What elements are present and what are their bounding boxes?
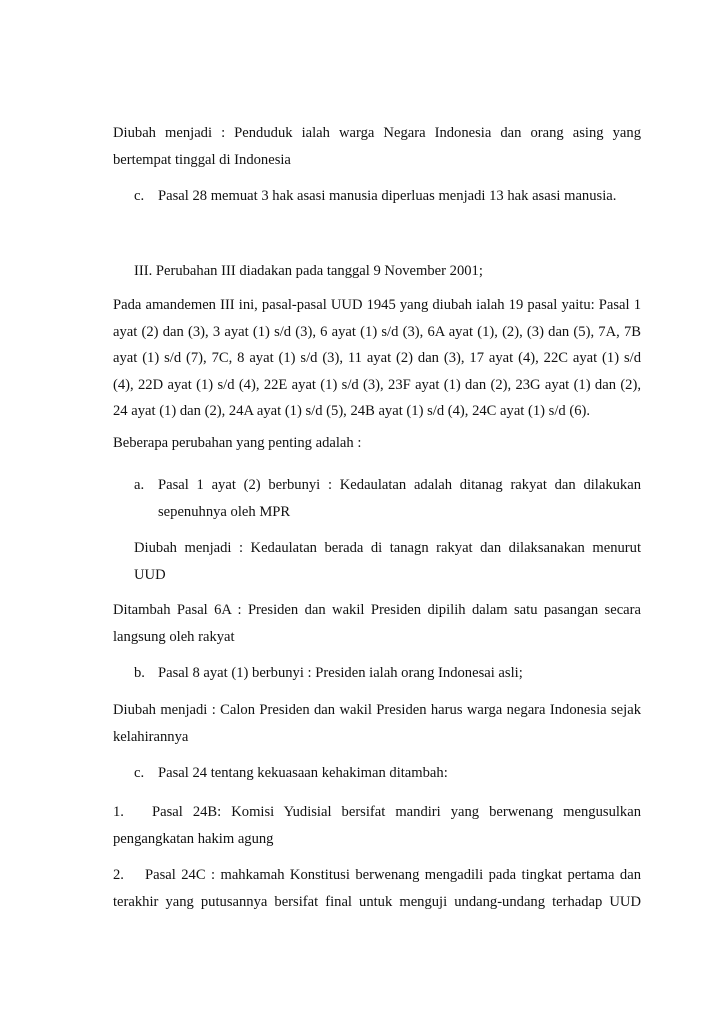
list-marker-b: b.: [134, 665, 145, 681]
section-heading-perubahan-iii: [134, 258, 641, 285]
list-item-pasal-28: [158, 183, 641, 210]
list-item-pasal-1: [158, 472, 641, 525]
paragraph-beberapa-perubahan: [113, 430, 641, 457]
text-line: Pasal 24B: Komisi Yudisial bersifat mandiri yang berwenang mengusulkan: [152, 804, 641, 820]
list-item-pasal-8: [158, 660, 641, 687]
text-line: langsung oleh rakyat: [113, 628, 235, 645]
text-line: Diubah menjadi : Kedaulatan berada di tanagn rakyat dan dilaksanakan menurut: [134, 540, 641, 556]
text-line: Pasal 28 memuat 3 hak asasi manusia diperluas menjadi 13 hak asasi manusia.: [158, 188, 617, 204]
list-item-pasal-24b: [113, 799, 641, 852]
list-marker-c: c.: [134, 765, 145, 781]
text-line: terakhir yang putusannya bersifat final untuk menguji undang-undang terhadap UUD: [113, 893, 641, 910]
paragraph-diubah-calon-presiden: [113, 697, 641, 750]
paragraph-diubah-penduduk: [113, 120, 641, 173]
text-line: Pada amandemen III ini, pasal-pasal UUD 1945 yang diubah ialah 19 pasal yaitu: Pasal 1: [113, 297, 641, 313]
text-line: ayat (1) s/d (7), 7C, 8 ayat (1) s/d (3), 11 ayat (2) dan (3), 17 ayat (4), 22C ayat (1) s/d: [113, 350, 641, 366]
paragraph-ditambah-pasal-6a: [113, 597, 641, 650]
text-line: Diubah menjadi : Calon Presiden dan wakil Presiden harus warga negara Indonesia sejak: [113, 702, 641, 718]
text-line: 24 ayat (1) dan (2), 24A ayat (1) s/d (5), 24B ayat (1) s/d (4), 24C ayat (1) s/d (6).: [113, 403, 591, 419]
paragraph-diubah-kedaulatan: [134, 535, 641, 588]
list-marker-c: c.: [134, 188, 145, 204]
text-line: bertempat tinggal di Indonesia: [113, 151, 291, 168]
text-line: Diubah menjadi : Penduduk ialah warga Negara Indonesia dan orang asing yang: [113, 125, 641, 141]
text-line: Pasal 8 ayat (1) berbunyi : Presiden ialah orang Indonesai asli;: [158, 665, 523, 681]
text-line: Pasal 1 ayat (2) berbunyi : Kedaulatan adalah ditanag rakyat dan dilakukan: [158, 477, 641, 493]
list-marker-a: a.: [134, 477, 145, 493]
text-line: pengangkatan hakim agung: [113, 830, 274, 847]
text-line: (4), 22D ayat (1) s/d (4), 22E ayat (1) s/d (3), 23F ayat (1) dan (2), 23G ayat (1) dan (2),: [113, 376, 641, 393]
paragraph-amandemen-iii: [113, 292, 641, 425]
text-line: Pasal 24 tentang kekuasaan kehakiman ditambah:: [158, 765, 448, 781]
list-item-pasal-24c: [113, 862, 641, 915]
text-line: sepenuhnya oleh MPR: [158, 503, 291, 520]
list-item-pasal-24: [158, 760, 641, 787]
text-line: Beberapa perubahan yang penting adalah :: [113, 435, 362, 451]
text-line: Ditambah Pasal 6A : Presiden dan wakil Presiden dipilih dalam satu pasangan secara: [113, 602, 641, 618]
list-marker-2: 2.: [113, 867, 124, 883]
text-line: UUD: [134, 566, 166, 583]
text-line: III. Perubahan III diadakan pada tanggal 9 November 2001;: [134, 263, 483, 279]
text-line: Pasal 24C : mahkamah Konstitusi berwenang mengadili pada tingkat pertama dan: [145, 867, 641, 883]
list-marker-1: 1.: [113, 804, 124, 820]
text-line: kelahirannya: [113, 728, 189, 745]
text-line: ayat (2) dan (3), 3 ayat (1) s/d (3), 6 ayat (1) s/d (3), 6A ayat (1), (2), (3) dan (5), 7A, 7B: [113, 323, 641, 340]
